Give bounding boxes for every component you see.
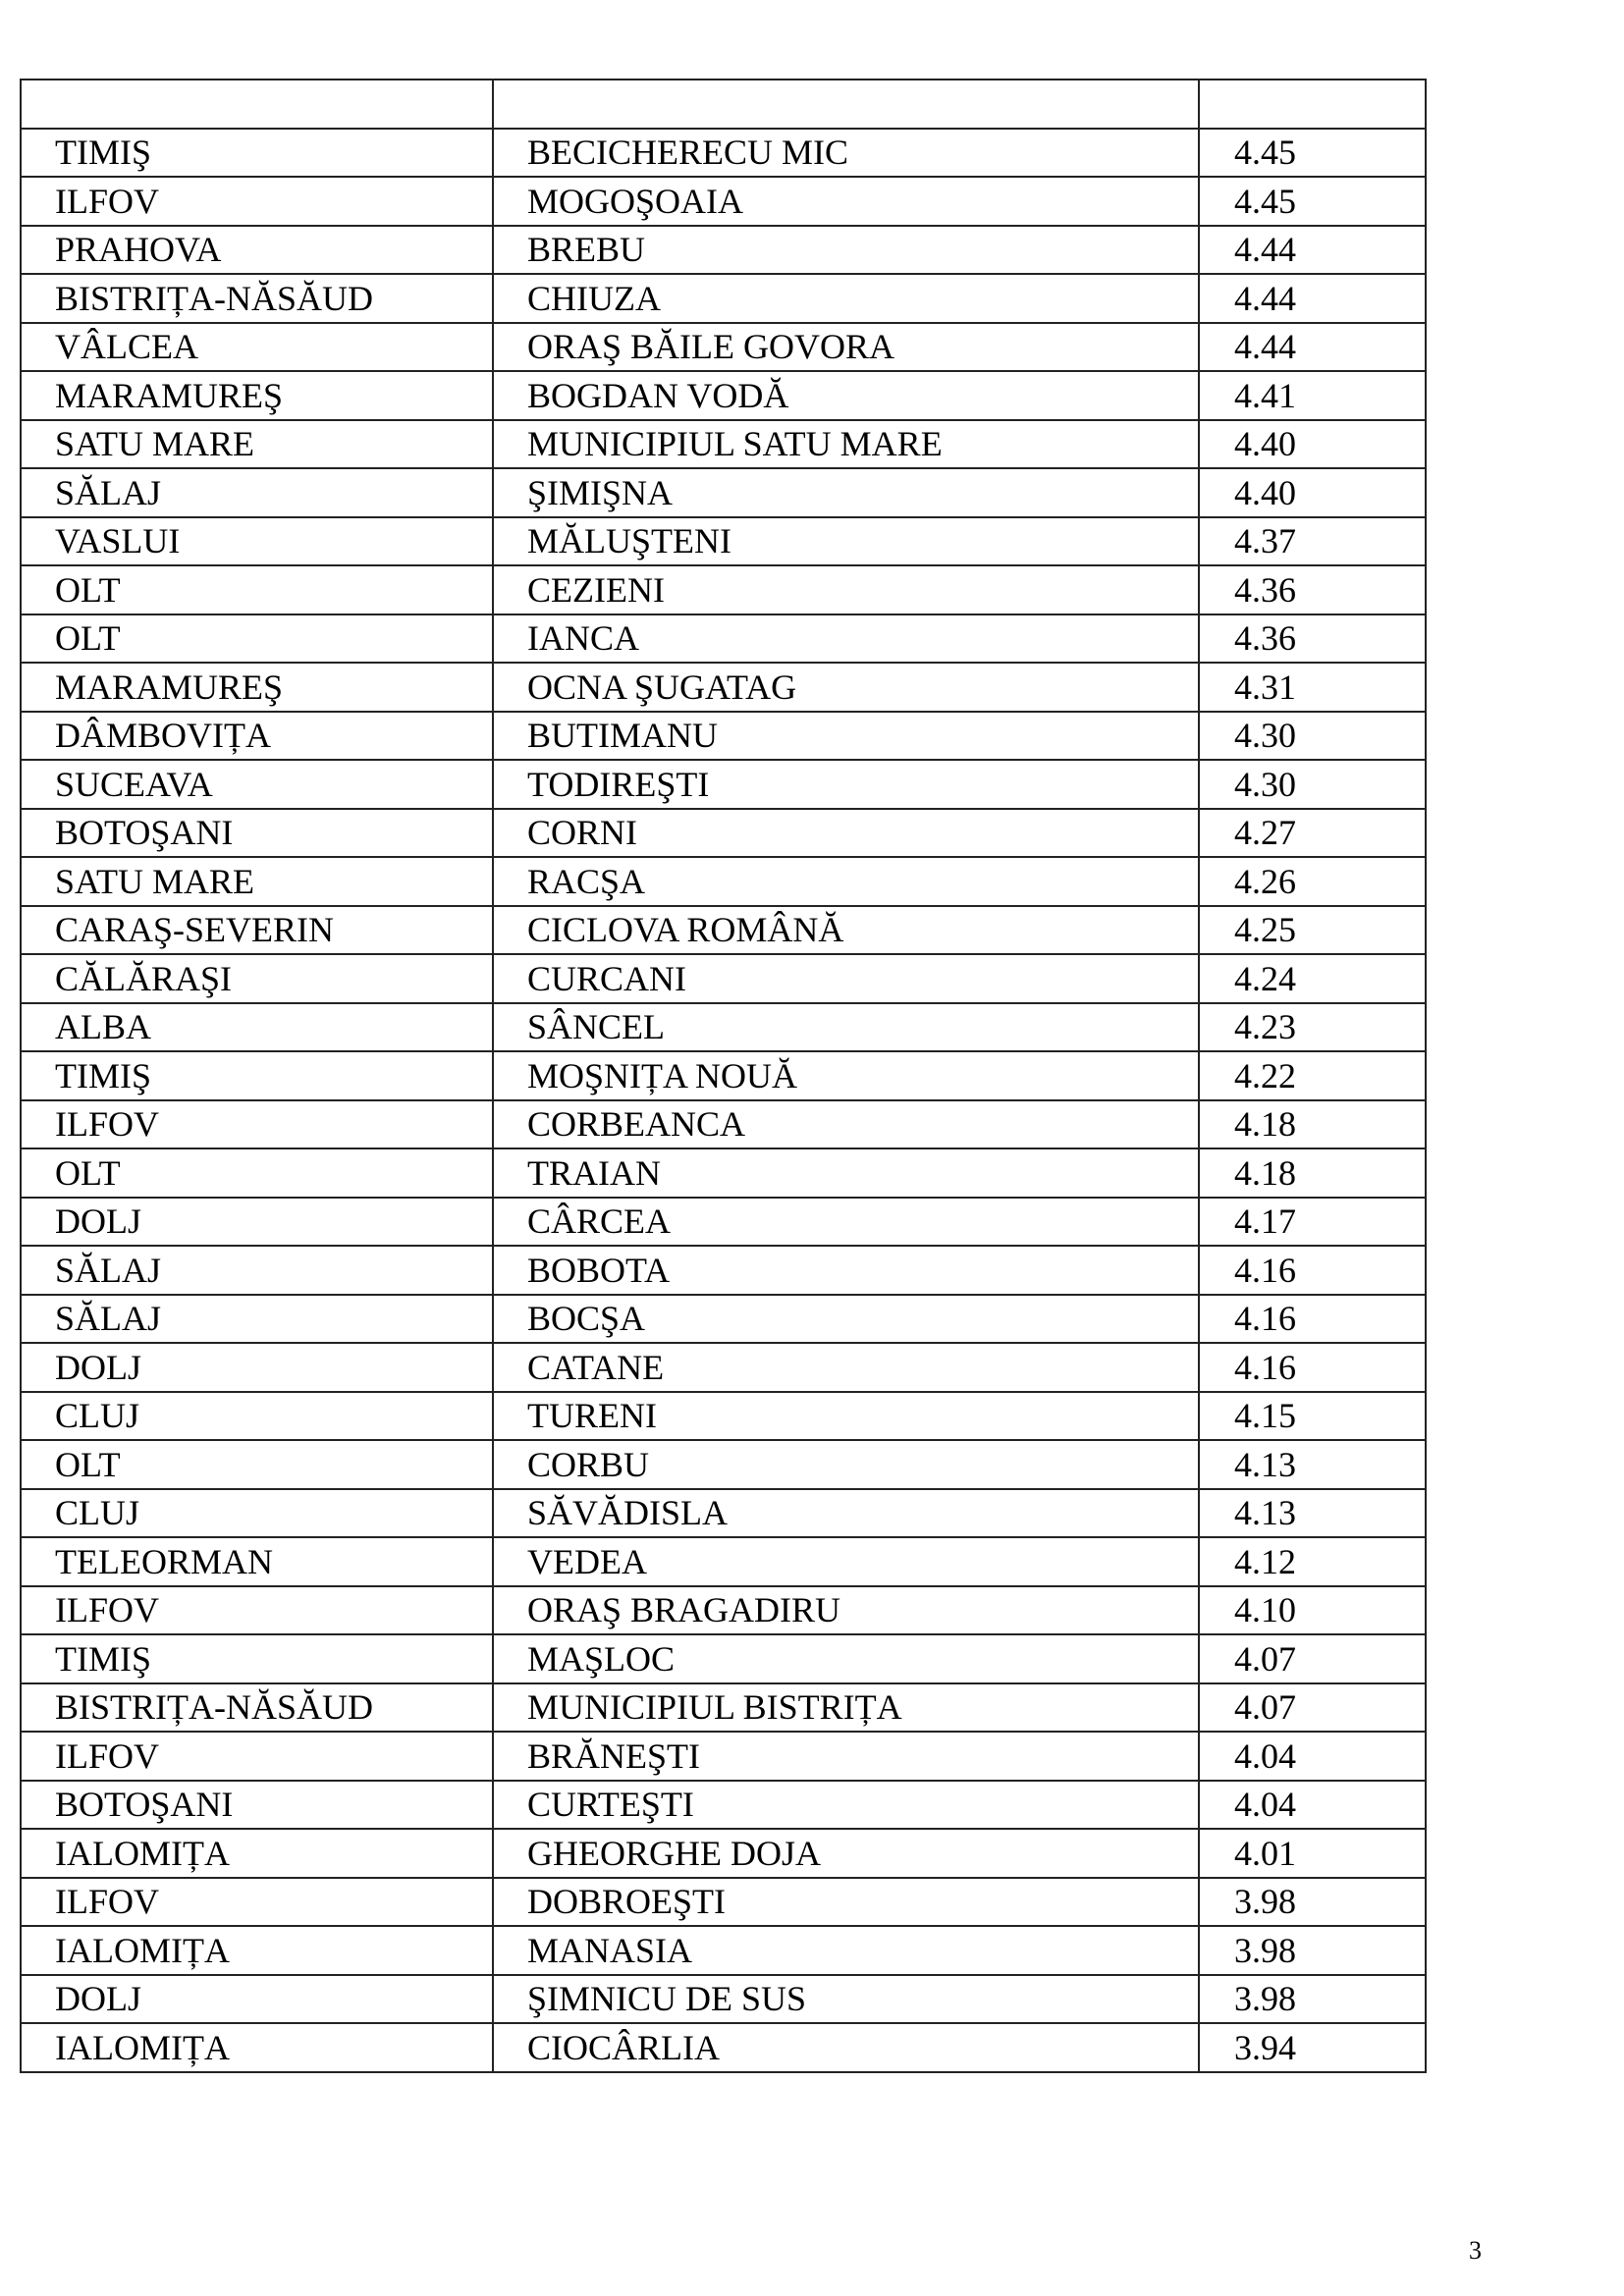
county-cell: DÂMBOVIȚA	[21, 712, 493, 761]
table-body	[21, 80, 1426, 2072]
locality-cell: SĂVĂDISLA	[493, 1489, 1199, 1538]
score-cell: 4.26	[1199, 857, 1426, 906]
locality-cell: ORAŞ BĂILE GOVORA	[493, 323, 1199, 372]
score-cell: 4.40	[1199, 420, 1426, 469]
table-row	[21, 1537, 1426, 1586]
county-cell: ILFOV	[21, 1732, 493, 1781]
score-cell: 4.37	[1199, 517, 1426, 566]
locality-cell: TURENI	[493, 1392, 1199, 1441]
county-cell: BISTRIȚA-NĂSĂUD	[21, 1683, 493, 1733]
county-cell: VASLUI	[21, 517, 493, 566]
locality-cell: BOGDAN VODĂ	[493, 371, 1199, 420]
county-cell: TELEORMAN	[21, 1537, 493, 1586]
county-cell: OLT	[21, 1440, 493, 1489]
table-row	[21, 1926, 1426, 1975]
locality-cell: IANCA	[493, 614, 1199, 664]
score-cell: 4.01	[1199, 1829, 1426, 1878]
locality-cell: ŞIMIŞNA	[493, 468, 1199, 517]
county-cell: CARAŞ-SEVERIN	[21, 906, 493, 955]
locality-cell: MĂLUŞTENI	[493, 517, 1199, 566]
score-cell: 4.17	[1199, 1198, 1426, 1247]
locality-cell: BOCŞA	[493, 1295, 1199, 1344]
table-row	[21, 1634, 1426, 1683]
table-row	[21, 1198, 1426, 1247]
table-row	[21, 712, 1426, 761]
score-cell: 4.45	[1199, 177, 1426, 226]
county-cell: ALBA	[21, 1003, 493, 1052]
page-number: 3	[1469, 2236, 1482, 2265]
table-row	[21, 1781, 1426, 1830]
county-cell: CĂLĂRAŞI	[21, 954, 493, 1003]
locality-cell: VEDEA	[493, 1537, 1199, 1586]
county-cell: SATU MARE	[21, 420, 493, 469]
county-cell: ILFOV	[21, 177, 493, 226]
locality-cell: MUNICIPIUL SATU MARE	[493, 420, 1199, 469]
locality-cell: CHIUZA	[493, 274, 1199, 323]
county-locality-score-table	[20, 79, 1427, 2073]
score-cell: 4.12	[1199, 1537, 1426, 1586]
locality-cell: MUNICIPIUL BISTRIȚA	[493, 1683, 1199, 1733]
table-row	[21, 614, 1426, 664]
table-row	[21, 1246, 1426, 1295]
table-row	[21, 663, 1426, 712]
table-row	[21, 1975, 1426, 2024]
score-cell: 4.16	[1199, 1295, 1426, 1344]
table-row	[21, 1829, 1426, 1878]
score-cell: 3.98	[1199, 1975, 1426, 2024]
locality-cell: BUTIMANU	[493, 712, 1199, 761]
county-cell: BOTOŞANI	[21, 1781, 493, 1830]
county-cell: ILFOV	[21, 1100, 493, 1149]
score-cell: 3.98	[1199, 1878, 1426, 1927]
locality-cell: TODIREŞTI	[493, 760, 1199, 809]
score-cell: 4.41	[1199, 371, 1426, 420]
county-cell: CLUJ	[21, 1392, 493, 1441]
locality-cell: MAŞLOC	[493, 1634, 1199, 1683]
county-cell: SĂLAJ	[21, 1246, 493, 1295]
county-cell: CLUJ	[21, 1489, 493, 1538]
score-cell: 4.07	[1199, 1634, 1426, 1683]
score-cell: 4.04	[1199, 1781, 1426, 1830]
table-row	[21, 1343, 1426, 1392]
locality-cell: ŞIMNICU DE SUS	[493, 1975, 1199, 2024]
score-cell: 4.36	[1199, 565, 1426, 614]
county-cell: IALOMIȚA	[21, 2023, 493, 2072]
score-cell: 4.44	[1199, 226, 1426, 275]
locality-cell: MOGOŞOAIA	[493, 177, 1199, 226]
table-row	[21, 420, 1426, 469]
county-cell: TIMIŞ	[21, 1634, 493, 1683]
county-cell: IALOMIȚA	[21, 1926, 493, 1975]
county-cell: ILFOV	[21, 1586, 493, 1635]
score-cell: 4.40	[1199, 468, 1426, 517]
locality-cell: CORNI	[493, 809, 1199, 858]
county-cell: IALOMIȚA	[21, 1829, 493, 1878]
county-cell: PRAHOVA	[21, 226, 493, 275]
county-cell: OLT	[21, 565, 493, 614]
locality-cell: CEZIENI	[493, 565, 1199, 614]
county-cell: TIMIŞ	[21, 1051, 493, 1100]
county-cell: DOLJ	[21, 1198, 493, 1247]
score-cell: 4.18	[1199, 1100, 1426, 1149]
score-cell: 4.18	[1199, 1148, 1426, 1198]
locality-cell: MOŞNIȚA NOUĂ	[493, 1051, 1199, 1100]
table-row	[21, 1683, 1426, 1733]
locality-cell: BOBOTA	[493, 1246, 1199, 1295]
locality-cell: CIOCÂRLIA	[493, 2023, 1199, 2072]
score-cell: 4.04	[1199, 1732, 1426, 1781]
locality-cell: CÂRCEA	[493, 1198, 1199, 1247]
table-row	[21, 1148, 1426, 1198]
table-row	[21, 517, 1426, 566]
table-row	[21, 1100, 1426, 1149]
score-cell: 4.44	[1199, 323, 1426, 372]
county-cell: SĂLAJ	[21, 1295, 493, 1344]
score-cell: 4.13	[1199, 1489, 1426, 1538]
header-cell-score	[1199, 80, 1426, 129]
locality-cell: BECICHERECU MIC	[493, 129, 1199, 178]
table-row	[21, 954, 1426, 1003]
score-cell: 4.30	[1199, 760, 1426, 809]
locality-cell: SÂNCEL	[493, 1003, 1199, 1052]
score-cell: 4.44	[1199, 274, 1426, 323]
table-row	[21, 177, 1426, 226]
table-row	[21, 129, 1426, 178]
score-cell: 4.23	[1199, 1003, 1426, 1052]
score-cell: 4.45	[1199, 129, 1426, 178]
table-row	[21, 906, 1426, 955]
locality-cell: BRĂNEŞTI	[493, 1732, 1199, 1781]
table-row	[21, 1489, 1426, 1538]
locality-cell: MANASIA	[493, 1926, 1199, 1975]
table-row	[21, 226, 1426, 275]
table-row	[21, 371, 1426, 420]
score-cell: 3.94	[1199, 2023, 1426, 2072]
table-row	[21, 1586, 1426, 1635]
county-cell: MARAMUREŞ	[21, 663, 493, 712]
county-cell: OLT	[21, 614, 493, 664]
score-cell: 4.36	[1199, 614, 1426, 664]
locality-cell: CORBU	[493, 1440, 1199, 1489]
score-cell: 4.31	[1199, 663, 1426, 712]
table-header-row	[21, 80, 1426, 129]
county-cell: SĂLAJ	[21, 468, 493, 517]
county-cell: SATU MARE	[21, 857, 493, 906]
header-cell-county	[21, 80, 493, 129]
table-row	[21, 1003, 1426, 1052]
locality-cell: RACŞA	[493, 857, 1199, 906]
table-row	[21, 857, 1426, 906]
locality-cell: GHEORGHE DOJA	[493, 1829, 1199, 1878]
county-cell: OLT	[21, 1148, 493, 1198]
locality-cell: CORBEANCA	[493, 1100, 1199, 1149]
county-cell: DOLJ	[21, 1975, 493, 2024]
table-row	[21, 1051, 1426, 1100]
table-row	[21, 1878, 1426, 1927]
county-cell: DOLJ	[21, 1343, 493, 1392]
locality-cell: OCNA ŞUGATAG	[493, 663, 1199, 712]
locality-cell: ORAŞ BRAGADIRU	[493, 1586, 1199, 1635]
locality-cell: BREBU	[493, 226, 1199, 275]
table-row	[21, 565, 1426, 614]
locality-cell: TRAIAN	[493, 1148, 1199, 1198]
table-row	[21, 274, 1426, 323]
score-cell: 4.27	[1199, 809, 1426, 858]
county-cell: SUCEAVA	[21, 760, 493, 809]
table-row	[21, 809, 1426, 858]
table-row	[21, 2023, 1426, 2072]
score-cell: 4.15	[1199, 1392, 1426, 1441]
table-row	[21, 1392, 1426, 1441]
locality-cell: CURCANI	[493, 954, 1199, 1003]
locality-cell: CICLOVA ROMÂNĂ	[493, 906, 1199, 955]
county-cell: TIMIŞ	[21, 129, 493, 178]
locality-cell: CATANE	[493, 1343, 1199, 1392]
score-cell: 4.16	[1199, 1343, 1426, 1392]
score-cell: 4.16	[1199, 1246, 1426, 1295]
locality-cell: DOBROEŞTI	[493, 1878, 1199, 1927]
county-cell: ILFOV	[21, 1878, 493, 1927]
county-cell: VÂLCEA	[21, 323, 493, 372]
table-row	[21, 1295, 1426, 1344]
score-cell: 3.98	[1199, 1926, 1426, 1975]
table-row	[21, 1732, 1426, 1781]
county-cell: BOTOŞANI	[21, 809, 493, 858]
county-cell: MARAMUREŞ	[21, 371, 493, 420]
score-cell: 4.13	[1199, 1440, 1426, 1489]
table-row	[21, 323, 1426, 372]
county-cell: BISTRIȚA-NĂSĂUD	[21, 274, 493, 323]
table-row	[21, 1440, 1426, 1489]
locality-cell: CURTEŞTI	[493, 1781, 1199, 1830]
data-table-container	[20, 79, 1427, 2073]
table-row	[21, 468, 1426, 517]
table-row	[21, 760, 1426, 809]
score-cell: 4.25	[1199, 906, 1426, 955]
score-cell: 4.10	[1199, 1586, 1426, 1635]
header-cell-locality	[493, 80, 1199, 129]
score-cell: 4.22	[1199, 1051, 1426, 1100]
score-cell: 4.07	[1199, 1683, 1426, 1733]
score-cell: 4.24	[1199, 954, 1426, 1003]
score-cell: 4.30	[1199, 712, 1426, 761]
